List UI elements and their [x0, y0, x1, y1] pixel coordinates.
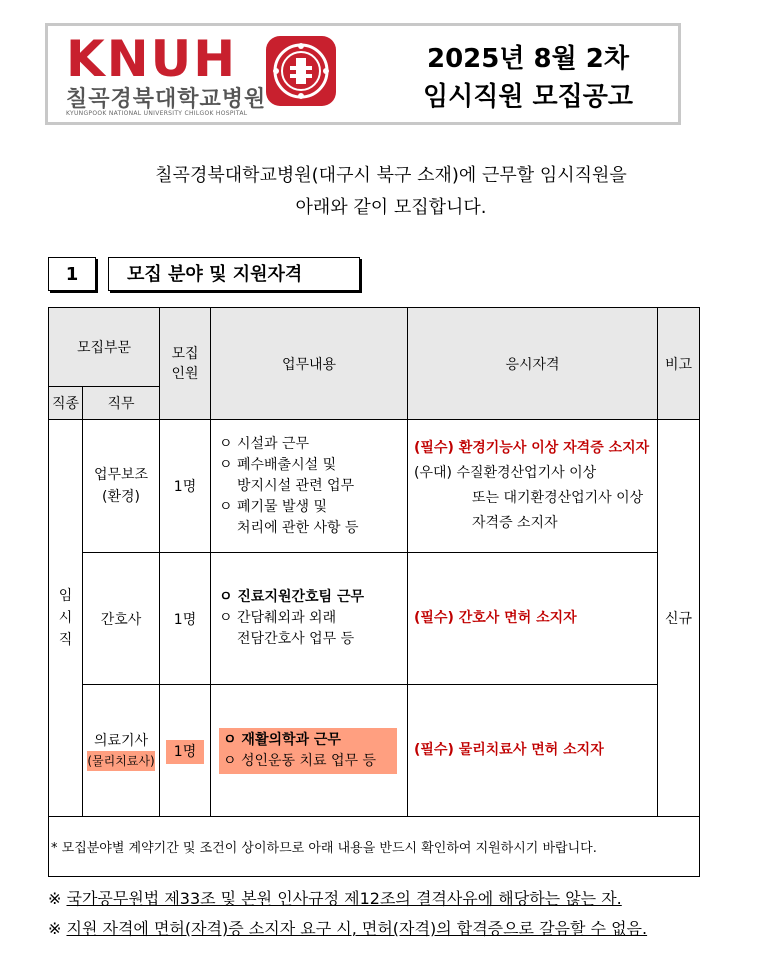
duty-item: ㅇ 시설과 근무: [219, 435, 310, 452]
qualification-item: 자격증 소지자: [472, 515, 558, 531]
intro-line-2: 아래와 같이 모집합니다.: [295, 197, 487, 218]
count-cell: [160, 685, 211, 817]
job-label: 의료기사: [93, 732, 149, 749]
title-line-2: 임시직원 모집공고: [423, 82, 633, 112]
logo-korean: 칠곡경북대학교병원: [66, 87, 267, 112]
header-dept: 모집부문: [49, 308, 160, 387]
duty-item: 처리에 관한 사항 등: [237, 519, 359, 536]
qualification-item: (필수) 환경기능사 이상 자격증 소지자: [414, 440, 650, 456]
hospital-emblem-icon: [266, 36, 336, 106]
header-job: 직무: [83, 387, 160, 420]
count-cell: 1명: [160, 420, 211, 553]
qualification-cell: [408, 420, 658, 553]
table-row: [49, 685, 700, 817]
qualification-item: (필수) 물리치료사 면허 소지자: [414, 742, 604, 758]
duty-item: ㅇ 진료지원간호팀 근무: [219, 589, 365, 605]
section-title: 모집 분야 및 지원자격: [108, 257, 360, 291]
header-count: 모집 인원: [160, 308, 211, 420]
header-remark: 비고: [658, 308, 700, 420]
job-cell: [83, 685, 160, 817]
duty-highlight: [219, 728, 397, 774]
qualification-item: 또는 대기환경산업기사 이상: [472, 490, 644, 506]
duty-item: ㅇ 성인운동 치료 업무 등: [223, 752, 377, 769]
recruitment-table: [48, 307, 700, 877]
duty-item: ㅇ 폐기물 발생 및: [219, 498, 328, 515]
qualification-item: (필수) 간호사 면허 소지자: [414, 610, 577, 626]
category-cell: 임시직: [49, 420, 83, 817]
duty-item: ㅇ 간담췌외과 외래: [219, 610, 337, 626]
title-line-1: 2025년 8월 2차: [427, 44, 629, 74]
header-qualification: 응시자격: [408, 308, 658, 420]
logo-english: KYUNGPOOK NATIONAL UNIVERSITY CHILGOK HOSPITAL: [66, 110, 248, 117]
table-note: * 모집분야별 계약기간 및 조건이 상이하므로 아래 내용을 반드시 확인하여 지원하시기 바랍니다.: [49, 817, 700, 877]
duty-item: 방지시설 관련 업무: [237, 477, 355, 494]
table-row: [49, 420, 700, 553]
count-highlight: 1명: [166, 740, 204, 764]
footnote-2: ※ 지원 자격에 면허(자격)증 소지자 요구 시, 면허(자격)의 합격증으로 갈음할 수 없음.: [48, 919, 648, 938]
count-cell: 1명: [160, 553, 211, 685]
job-cell: 업무보조 (환경): [83, 420, 160, 553]
qualification-item: (우대) 수질환경산업기사 이상: [414, 465, 597, 481]
duty-item: ㅇ 재활의학과 근무: [223, 731, 341, 748]
duty-item: 전담간호사 업무 등: [237, 631, 355, 647]
duty-item: ㅇ 폐수배출시설 및: [219, 456, 337, 473]
intro-text: [0, 160, 782, 224]
footnote-1: ※ 국가공무원법 제33조 및 본원 인사규정 제12조의 결격사유에 해당하는 않는 자.: [48, 889, 622, 908]
header-category: 직종: [49, 387, 83, 420]
page-title: [383, 40, 673, 116]
section-number: 1: [48, 257, 96, 291]
logo-text: KNUH: [66, 30, 238, 88]
duty-cell: [211, 685, 408, 817]
table-row: [49, 553, 700, 685]
duty-cell: [211, 420, 408, 553]
job-cell: 간호사: [83, 553, 160, 685]
header-duty: 업무내용: [211, 308, 408, 420]
duty-cell: [211, 553, 408, 685]
intro-line-1: 칠곡경북대학교병원(대구시 북구 소재)에 근무할 임시직원을: [155, 165, 627, 186]
remark-cell: 신규: [658, 420, 700, 817]
job-sublabel: (물리치료사): [87, 751, 155, 771]
qualification-cell: [408, 685, 658, 817]
header-banner: [45, 23, 681, 125]
qualification-cell: [408, 553, 658, 685]
